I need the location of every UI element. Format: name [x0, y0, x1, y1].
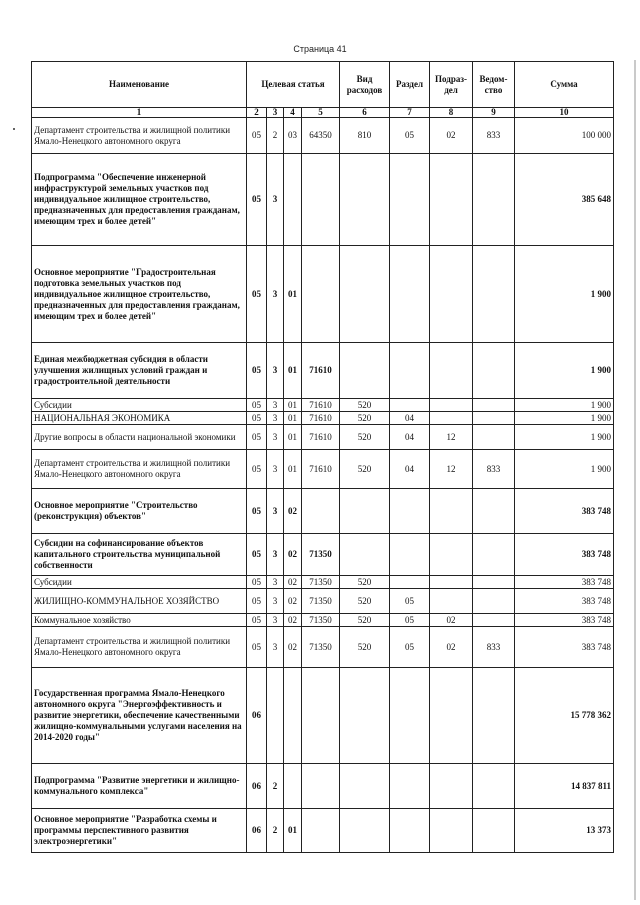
col-num: 1: [32, 108, 247, 118]
table-row: [32, 764, 614, 809]
code-activity: 01: [284, 425, 302, 450]
code-direction: [302, 246, 340, 343]
row-name: Основное мероприятие "Разработка схемы и программы перспективного развития электроэнергетики": [32, 809, 247, 853]
code-subprogram: 3: [267, 589, 284, 614]
code-direction: [302, 154, 340, 246]
code-subprogram: 3: [267, 450, 284, 489]
expense-type: 520: [340, 425, 390, 450]
code-activity: 01: [284, 450, 302, 489]
code-subprogram: 3: [267, 627, 284, 668]
code-activity: 03: [284, 118, 302, 154]
code-program: 05: [247, 450, 267, 489]
subsection: [430, 764, 473, 809]
code-subprogram: 3: [267, 399, 284, 412]
expense-type: [340, 343, 390, 399]
code-subprogram: 3: [267, 412, 284, 425]
section: [390, 154, 430, 246]
code-subprogram: 3: [267, 154, 284, 246]
expense-type: 520: [340, 627, 390, 668]
row-sum: 383 748: [515, 589, 614, 614]
subsection: 12: [430, 450, 473, 489]
expense-type: 520: [340, 412, 390, 425]
table-row: [32, 668, 614, 764]
department: [473, 399, 515, 412]
row-sum: 383 748: [515, 489, 614, 534]
row-name: Субсидии: [32, 576, 247, 589]
budget-table: [31, 61, 614, 853]
col-num: 8: [430, 108, 473, 118]
code-activity: [284, 154, 302, 246]
subsection: 12: [430, 425, 473, 450]
department: [473, 576, 515, 589]
code-subprogram: 2: [267, 118, 284, 154]
table-row: [32, 489, 614, 534]
code-program: 05: [247, 154, 267, 246]
col-num: 3: [267, 108, 284, 118]
department: [473, 246, 515, 343]
code-program: 05: [247, 399, 267, 412]
row-sum: 383 748: [515, 627, 614, 668]
subsection: [430, 668, 473, 764]
row-name: Департамент строительства и жилищной политики Ямало-Ненецкого автономного округа: [32, 627, 247, 668]
row-name: НАЦИОНАЛЬНАЯ ЭКОНОМИКА: [32, 412, 247, 425]
section: [390, 246, 430, 343]
code-direction: 71350: [302, 589, 340, 614]
header-subsection: Подраз-дел: [430, 62, 473, 108]
row-name: Подпрограмма "Развитие энергетики и жилищно-коммунального комплекса": [32, 764, 247, 809]
subsection: [430, 809, 473, 853]
code-program: 05: [247, 343, 267, 399]
expense-type: 520: [340, 589, 390, 614]
expense-type: [340, 534, 390, 576]
expense-type: 520: [340, 614, 390, 627]
subsection: [430, 576, 473, 589]
expense-type: [340, 246, 390, 343]
row-name: Департамент строительства и жилищной политики Ямало-Ненецкого автономного округа: [32, 450, 247, 489]
row-sum: 1 900: [515, 412, 614, 425]
section: [390, 534, 430, 576]
section: 05: [390, 118, 430, 154]
table-row: [32, 614, 614, 627]
department: [473, 154, 515, 246]
row-sum: 100 000: [515, 118, 614, 154]
code-program: 06: [247, 764, 267, 809]
department: [473, 614, 515, 627]
row-sum: 383 748: [515, 534, 614, 576]
row-name: Субсидии на софинансирование объектов капитального строительства муниципальной собственности: [32, 534, 247, 576]
row-name: Основное мероприятие "Строительство (реконструкция) объектов": [32, 489, 247, 534]
col-num: 7: [390, 108, 430, 118]
code-direction: 71610: [302, 343, 340, 399]
code-direction: 71350: [302, 534, 340, 576]
scan-speck: [13, 128, 15, 130]
code-direction: [302, 489, 340, 534]
subsection: [430, 412, 473, 425]
code-activity: 02: [284, 489, 302, 534]
table-row: [32, 154, 614, 246]
expense-type: [340, 668, 390, 764]
code-subprogram: 3: [267, 576, 284, 589]
code-activity: [284, 668, 302, 764]
section: 05: [390, 627, 430, 668]
row-name: Подпрограмма "Обеспечение инженерной инфраструктурой земельных участков под индивидуальное жилищное строительство, предназначенных для предоставления гражданам, имеющим трех и более детей": [32, 154, 247, 246]
department: 833: [473, 118, 515, 154]
code-activity: 02: [284, 614, 302, 627]
code-activity: 01: [284, 412, 302, 425]
page-number-label: Страница 41: [293, 44, 347, 54]
subsection: [430, 534, 473, 576]
col-num: 4: [284, 108, 302, 118]
col-num: 5: [302, 108, 340, 118]
header-name: Наименование: [32, 62, 247, 108]
code-subprogram: 3: [267, 343, 284, 399]
table-row: [32, 118, 614, 154]
code-subprogram: 3: [267, 489, 284, 534]
subsection: [430, 343, 473, 399]
department: [473, 425, 515, 450]
table-row: [32, 399, 614, 412]
row-name: Другие вопросы в области национальной экономики: [32, 425, 247, 450]
row-sum: 15 778 362: [515, 668, 614, 764]
row-name: Департамент строительства и жилищной политики Ямало-Ненецкого автономного округа: [32, 118, 247, 154]
code-direction: 71350: [302, 576, 340, 589]
code-activity: 02: [284, 576, 302, 589]
code-subprogram: 3: [267, 425, 284, 450]
code-activity: 02: [284, 534, 302, 576]
row-sum: 1 900: [515, 425, 614, 450]
col-num: 10: [515, 108, 614, 118]
row-sum: 1 900: [515, 343, 614, 399]
section: [390, 399, 430, 412]
row-sum: 1 900: [515, 246, 614, 343]
section: 05: [390, 614, 430, 627]
department: [473, 489, 515, 534]
code-program: 05: [247, 489, 267, 534]
section: [390, 343, 430, 399]
department: [473, 668, 515, 764]
row-name: Основное мероприятие "Градостроительная подготовка земельных участков под индивидуальное жилищное строительство, предназначенных для предоставления гражданам, имеющим трех и более детей": [32, 246, 247, 343]
department: [473, 764, 515, 809]
col-num: 6: [340, 108, 390, 118]
row-sum: 14 837 811: [515, 764, 614, 809]
col-num: 2: [247, 108, 267, 118]
expense-type: 520: [340, 450, 390, 489]
table-row: [32, 809, 614, 853]
code-activity: 01: [284, 809, 302, 853]
scan-edge-shadow: [634, 60, 636, 900]
subsection: [430, 489, 473, 534]
section: 04: [390, 425, 430, 450]
code-program: 05: [247, 576, 267, 589]
row-sum: 1 900: [515, 399, 614, 412]
code-subprogram: 2: [267, 764, 284, 809]
code-activity: 01: [284, 343, 302, 399]
department: [473, 809, 515, 853]
code-direction: [302, 668, 340, 764]
subsection: [430, 246, 473, 343]
row-name: Единая межбюджетная субсидия в области улучшения жилищных условий граждан и градостроительной деятельности: [32, 343, 247, 399]
code-direction: 71610: [302, 399, 340, 412]
code-program: 05: [247, 246, 267, 343]
row-sum: 1 900: [515, 450, 614, 489]
table-row: [32, 534, 614, 576]
header-section: Раздел: [390, 62, 430, 108]
table-row: [32, 589, 614, 614]
section: [390, 668, 430, 764]
expense-type: [340, 809, 390, 853]
section: [390, 809, 430, 853]
row-sum: 385 648: [515, 154, 614, 246]
code-program: 05: [247, 118, 267, 154]
code-program: 06: [247, 668, 267, 764]
code-program: 05: [247, 412, 267, 425]
row-name: Субсидии: [32, 399, 247, 412]
code-direction: 71610: [302, 425, 340, 450]
expense-type: 520: [340, 576, 390, 589]
code-activity: 02: [284, 589, 302, 614]
table-row: [32, 627, 614, 668]
row-name: Государственная программа Ямало-Ненецкого автономного округа "Энергоэффективность и развитие энергетики, обеспечение качественными жилищно-коммунальными услугами населения на 2014-2020 годы": [32, 668, 247, 764]
code-direction: [302, 809, 340, 853]
code-program: 05: [247, 627, 267, 668]
department: 833: [473, 450, 515, 489]
section: [390, 489, 430, 534]
header-sum: Сумма: [515, 62, 614, 108]
column-number-row: [32, 108, 614, 118]
section: 05: [390, 589, 430, 614]
row-sum: 383 748: [515, 614, 614, 627]
code-subprogram: 3: [267, 534, 284, 576]
code-program: 05: [247, 589, 267, 614]
subsection: [430, 589, 473, 614]
table-row: [32, 576, 614, 589]
code-program: 05: [247, 534, 267, 576]
row-name: ЖИЛИЩНО-КОММУНАЛЬНОЕ ХОЗЯЙСТВО: [32, 589, 247, 614]
code-subprogram: 2: [267, 809, 284, 853]
section: [390, 576, 430, 589]
header-department: Ведом-ство: [473, 62, 515, 108]
department: [473, 534, 515, 576]
code-activity: 01: [284, 246, 302, 343]
section: [390, 764, 430, 809]
row-name: Коммунальное хозяйство: [32, 614, 247, 627]
subsection: [430, 399, 473, 412]
code-activity: 02: [284, 627, 302, 668]
code-activity: 01: [284, 399, 302, 412]
code-direction: 64350: [302, 118, 340, 154]
code-direction: 71350: [302, 627, 340, 668]
department: 833: [473, 627, 515, 668]
table-row: [32, 425, 614, 450]
expense-type: [340, 764, 390, 809]
code-subprogram: 3: [267, 246, 284, 343]
subsection: 02: [430, 118, 473, 154]
row-sum: 383 748: [515, 576, 614, 589]
code-program: 05: [247, 614, 267, 627]
department: [473, 343, 515, 399]
expense-type: [340, 489, 390, 534]
code-direction: 71610: [302, 412, 340, 425]
code-subprogram: [267, 668, 284, 764]
subsection: [430, 154, 473, 246]
table-row: [32, 412, 614, 425]
table-row: [32, 246, 614, 343]
code-subprogram: 3: [267, 614, 284, 627]
department: [473, 412, 515, 425]
section: 04: [390, 412, 430, 425]
code-program: 06: [247, 809, 267, 853]
code-direction: 71350: [302, 614, 340, 627]
code-activity: [284, 764, 302, 809]
code-direction: 71610: [302, 450, 340, 489]
code-program: 05: [247, 425, 267, 450]
expense-type: 520: [340, 399, 390, 412]
code-direction: [302, 764, 340, 809]
header-expense-type: Вид расходов: [340, 62, 390, 108]
header-row: [32, 62, 614, 108]
row-sum: 13 373: [515, 809, 614, 853]
expense-type: 810: [340, 118, 390, 154]
table-row: [32, 450, 614, 489]
subsection: 02: [430, 627, 473, 668]
col-num: 9: [473, 108, 515, 118]
header-target-article: Целевая статья: [247, 62, 340, 108]
expense-type: [340, 154, 390, 246]
section: 04: [390, 450, 430, 489]
subsection: 02: [430, 614, 473, 627]
table-row: [32, 343, 614, 399]
department: [473, 589, 515, 614]
